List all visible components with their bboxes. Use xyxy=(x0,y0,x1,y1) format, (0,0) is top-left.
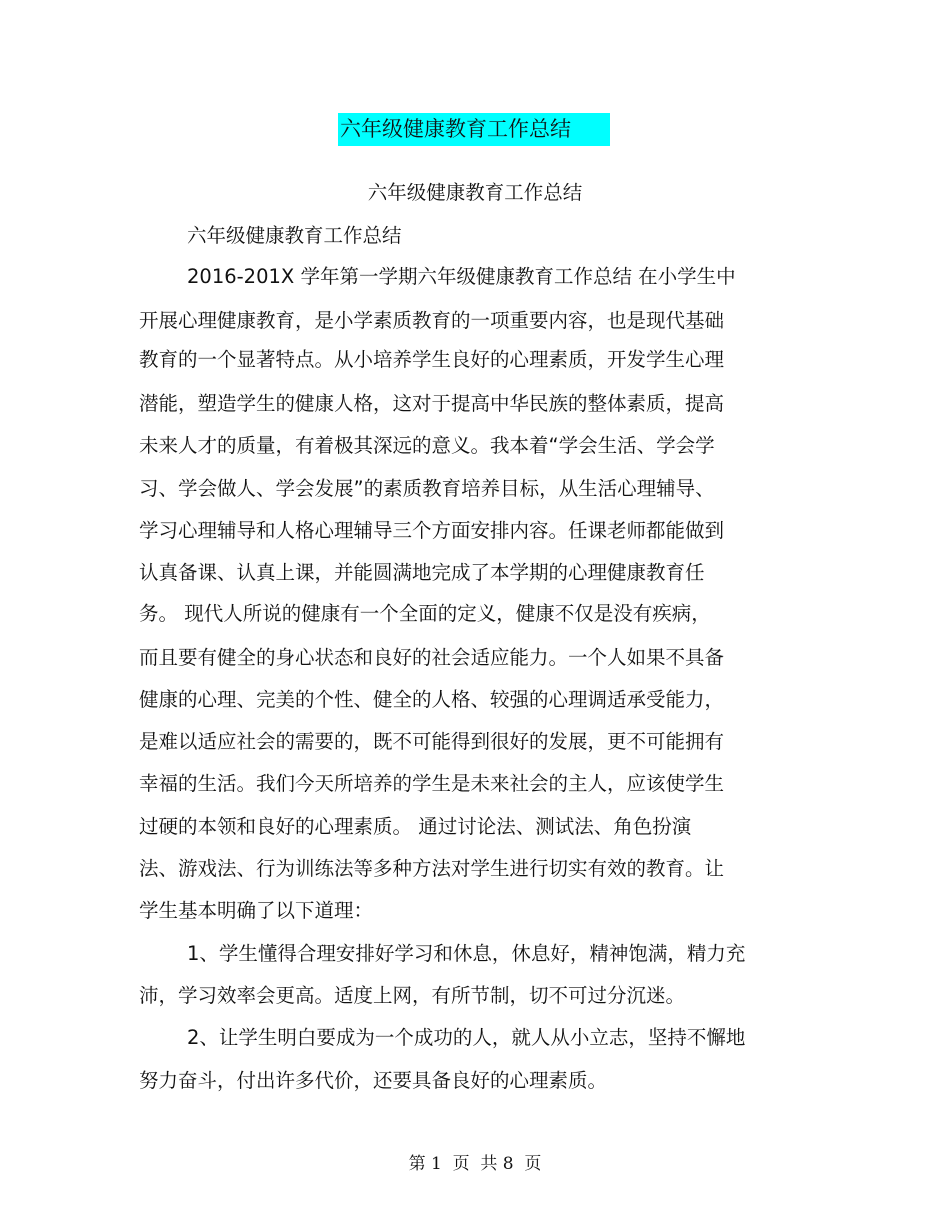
body-line: 是难以适应社会的需要的，既不可能得到很好的发展，更不可能拥有 xyxy=(139,730,725,753)
body-line: 潜能，塑造学生的健康人格，这对于提高中华民族的整体素质，提高 xyxy=(139,392,725,415)
body-line: 健康的心理、完美的个性、健全的人格、较强的心理调适承受能力， xyxy=(139,688,725,711)
body-line: 教育的一个显著特点。从小培养学生良好的心理素质，开发学生心理 xyxy=(139,348,725,371)
body-line: 习、学会做人、学会发展”的素质教育培养目标，从生活心理辅导、 xyxy=(139,477,715,500)
list-item: 1、学生懂得合理安排好学习和休息，休息好，精神饱满，精力充 xyxy=(187,942,746,965)
body-line: 过硬的本领和良好的心理素质。 通过讨论法、测试法、角色扮演 xyxy=(139,815,692,838)
page-footer: 第 1 页 共 8 页 xyxy=(408,1154,542,1174)
document-title: 六年级健康教育工作总结 xyxy=(340,117,571,141)
heading-line: 六年级健康教育工作总结 xyxy=(187,224,402,247)
document-subtitle: 六年级健康教育工作总结 xyxy=(367,181,583,204)
body-line: 法、游戏法、行为训练法等多种方法对学生进行切实有效的教育。让 xyxy=(139,857,725,880)
list-item: 2、让学生明白要成为一个成功的人，就人从小立志，坚持不懈地 xyxy=(187,1026,746,1049)
body-line: 2016-201X 学年第一学期六年级健康教育工作总结 在小学生中 xyxy=(187,265,736,288)
body-line: 幸福的生活。我们今天所培养的学生是未来社会的主人，应该使学生 xyxy=(139,772,725,795)
body-line: 而且要有健全的身心状态和良好的社会适应能力。一个人如果不具备 xyxy=(139,646,725,669)
body-line: 务。 现代人所说的健康有一个全面的定义，健康不仅是没有疾病， xyxy=(139,602,711,625)
body-line: 学习心理辅导和人格心理辅导三个方面安排内容。任课老师都能做到 xyxy=(139,519,725,542)
list-item-continuation: 努力奋斗，付出许多代价，还要具备良好的心理素质。 xyxy=(139,1069,608,1092)
body-line: 认真备课、认真上课，并能圆满地完成了本学期的心理健康教育任 xyxy=(139,561,705,584)
body-line: 开展心理健康教育，是小学素质教育的一项重要内容，也是现代基础 xyxy=(139,309,725,332)
body-line: 学生基本明确了以下道理： xyxy=(139,899,374,922)
list-item-continuation: 沛，学习效率会更高。适度上网，有所节制，切不可过分沉迷。 xyxy=(139,984,686,1007)
body-line: 未来人才的质量，有着极其深远的意义。我本着“学会生活、学会学 xyxy=(139,434,715,457)
